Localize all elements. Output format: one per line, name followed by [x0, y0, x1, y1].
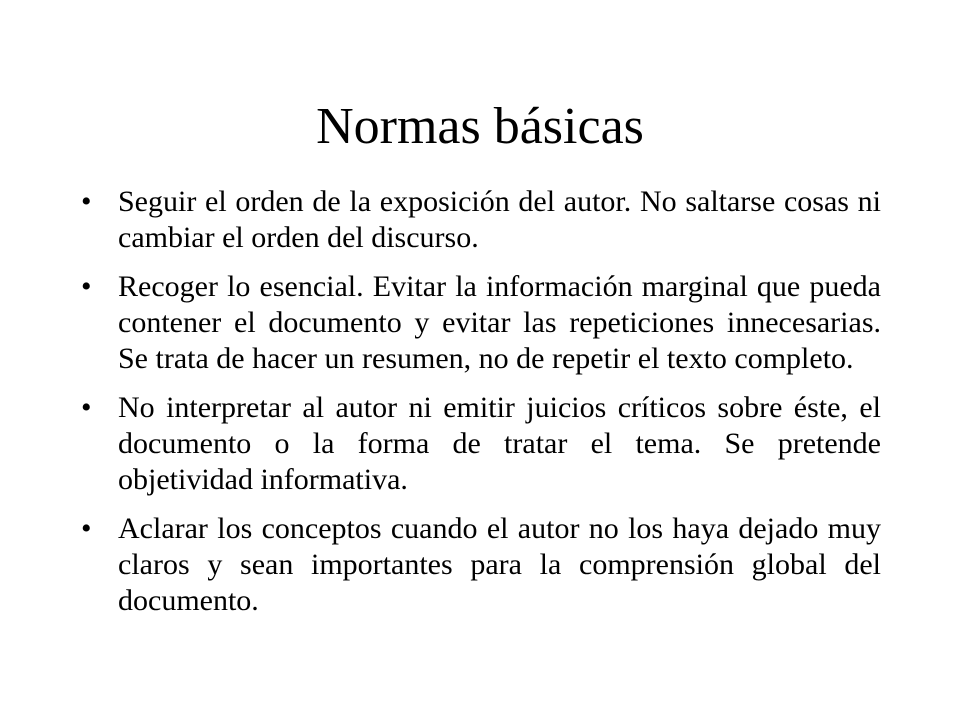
bullet-item [81, 390, 881, 498]
bullet-item [81, 269, 881, 377]
slide-title: Normas básicas [316, 98, 644, 155]
bullet-text: No interpretar al autor ni emitir juicios críticos sobre éste, el documento o la forma de tratar el tema. Se pretende objetividad informativa. [118, 391, 881, 496]
bullet-text: Recoger lo esencial. Evitar la información marginal que pueda contener el documento y evitar las repeticiones innecesarias. Se trata de hacer un resumen, no de repetir el texto completo. [118, 270, 881, 375]
bullet-icon: • [81, 185, 92, 218]
bullet-icon: • [81, 391, 92, 424]
bullet-list [81, 184, 881, 632]
bullet-icon: • [81, 512, 92, 545]
bullet-icon: • [81, 270, 92, 303]
bullet-item [81, 511, 881, 619]
bullet-text: Aclarar los conceptos cuando el autor no los haya dejado muy claros y sean importantes para la comprensión global del documento. [118, 512, 881, 617]
bullet-item [81, 184, 881, 256]
bullet-text: Seguir el orden de la exposición del autor. No saltarse cosas ni cambiar el orden del discurso. [118, 185, 881, 254]
